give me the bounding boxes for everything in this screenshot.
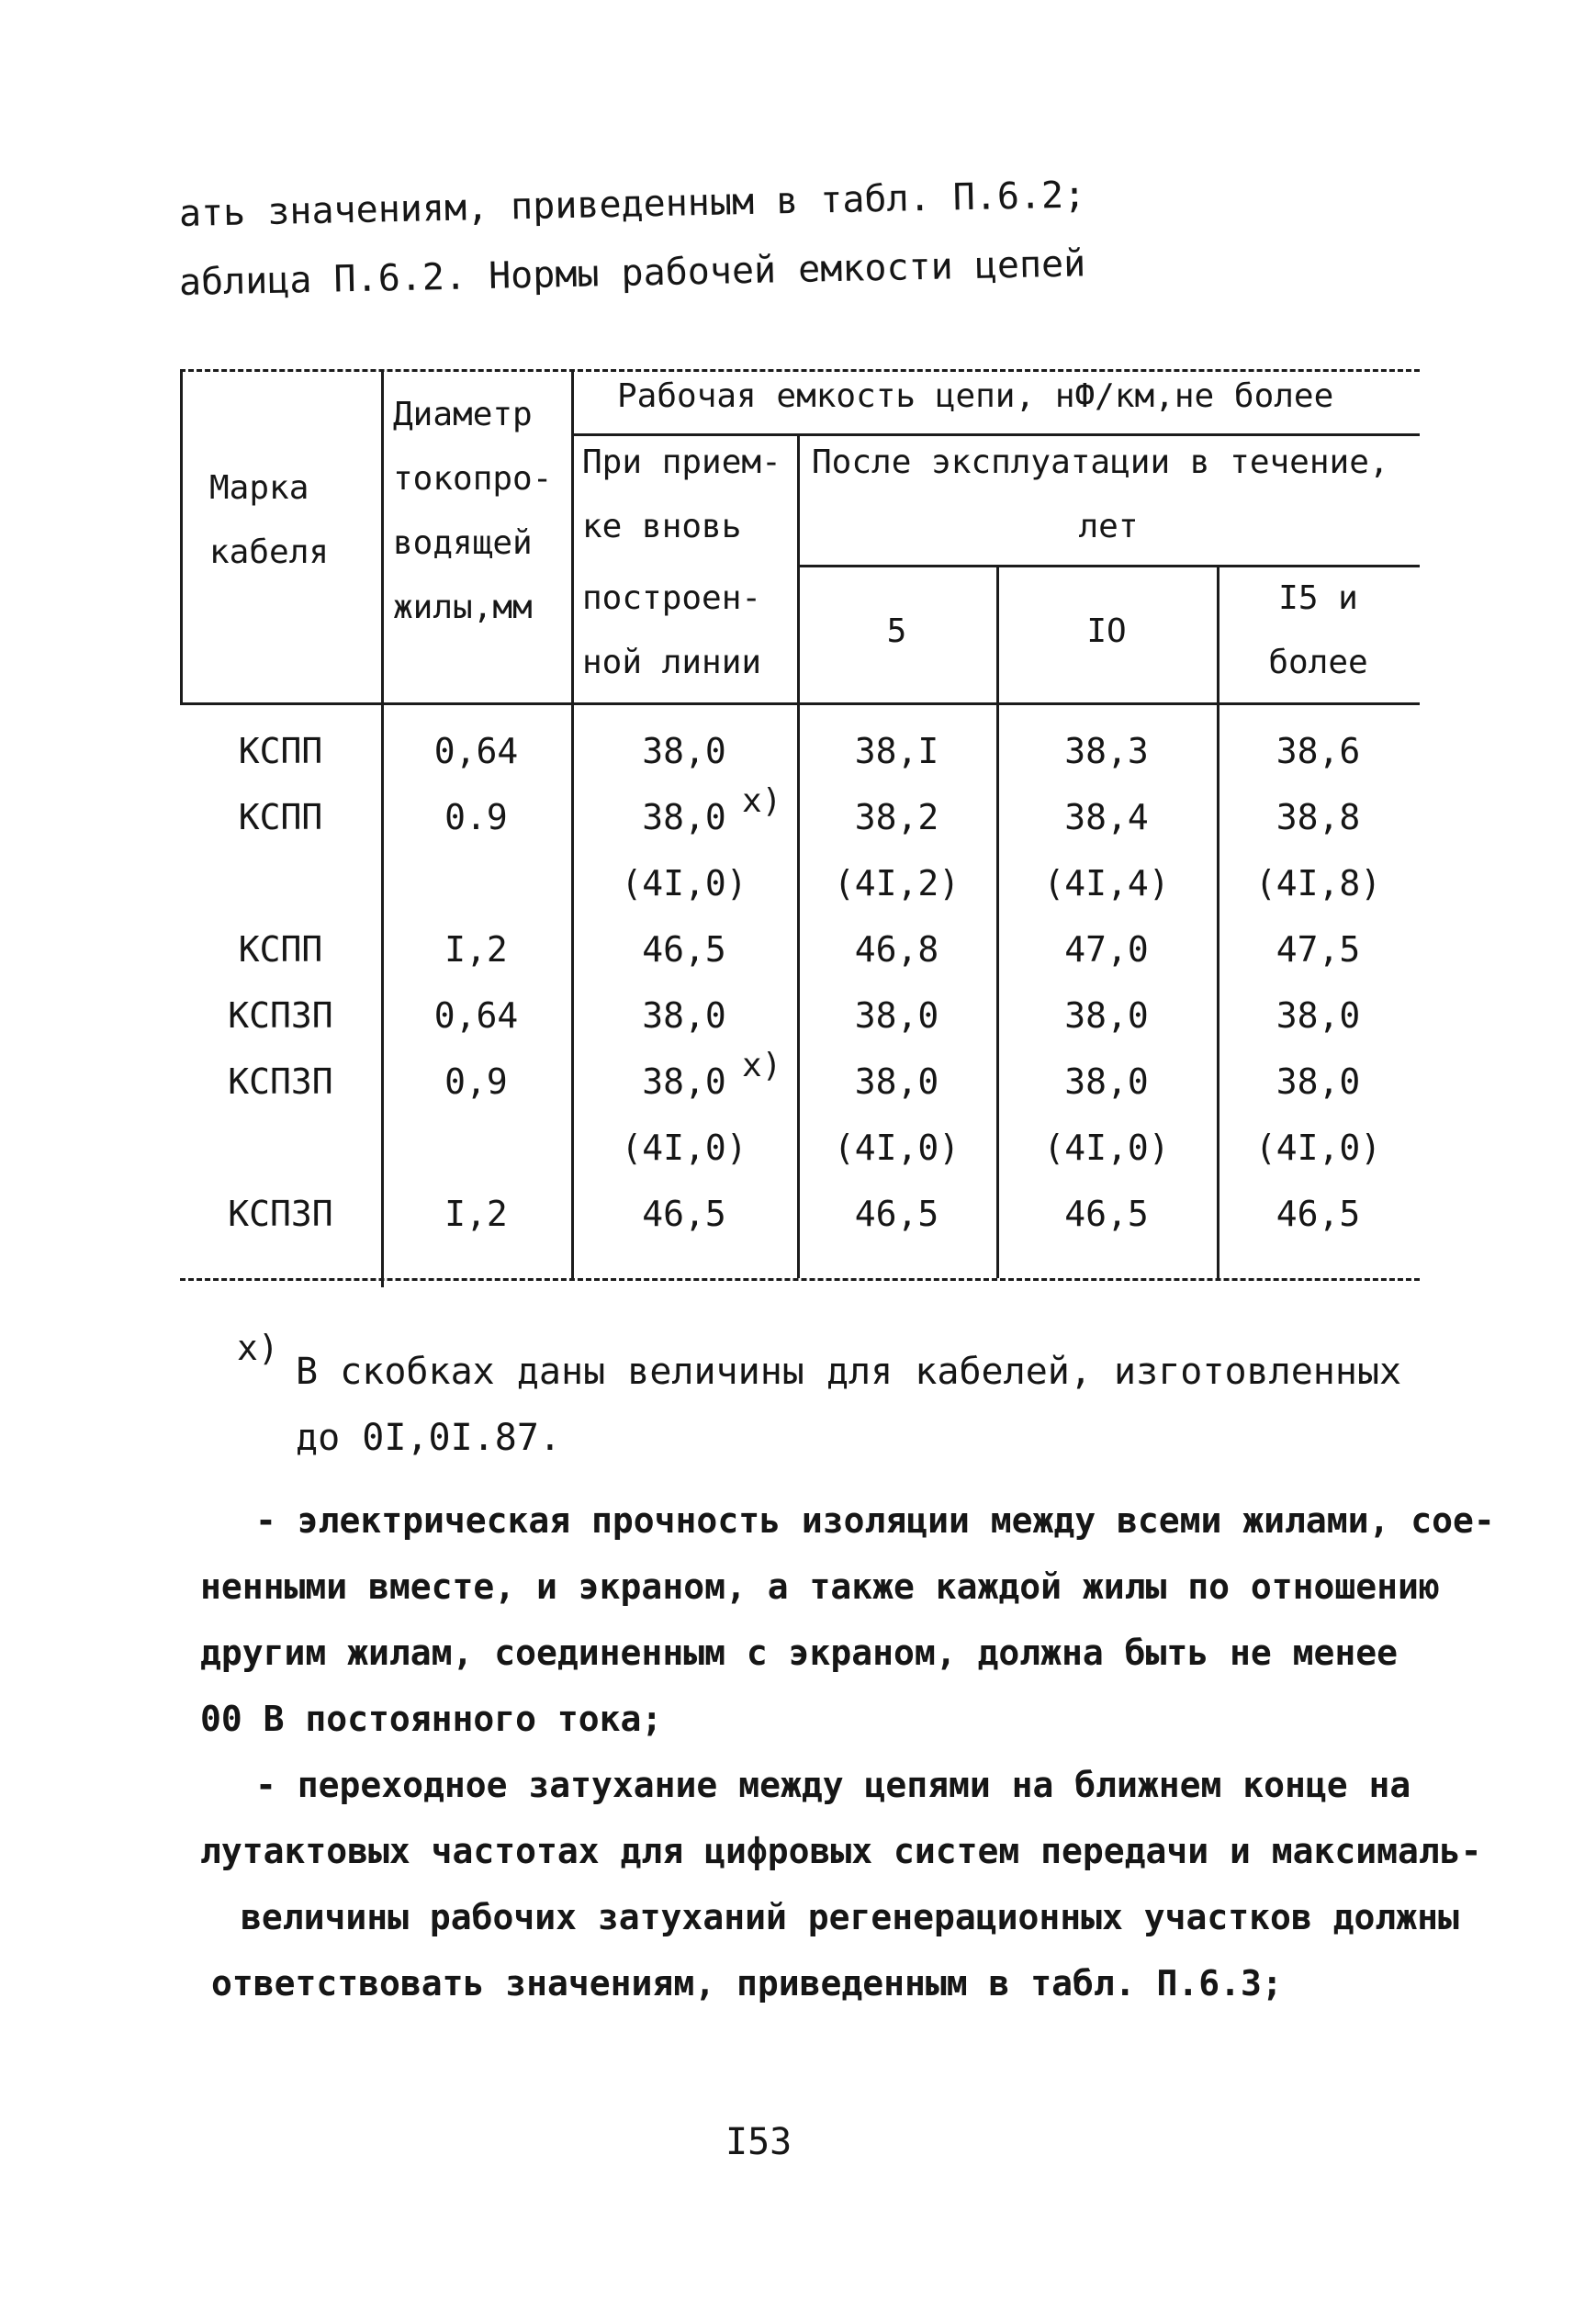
cell-year10: 38,3 — [1064, 731, 1149, 771]
cell-mark: КСПП — [238, 731, 323, 771]
cell-accept: 46,5 — [642, 929, 726, 970]
intro-line-1: ать значениям, приведенным в табл. П.6.2; — [178, 174, 1086, 235]
cell-year15: 38,6 — [1276, 731, 1361, 771]
table-bottom-border — [180, 1278, 1420, 1281]
cell-accept: (4I,0) — [621, 1128, 747, 1168]
header-after-1: После эксплуатации в течение, — [812, 443, 1389, 481]
header-diameter-4: жилы,мм — [393, 589, 533, 626]
cell-year15: 47,5 — [1276, 929, 1361, 970]
table-left-border — [180, 369, 183, 702]
cell-accept: (4I,0) — [621, 863, 747, 904]
cell-accept: 46,5 — [642, 1194, 726, 1234]
paragraph-1-line-2: ненными вместе, и экраном, а также каждой жилы по отношению — [200, 1566, 1440, 1607]
cell-year5: (4I,0) — [833, 1128, 961, 1168]
header-year-5: 5 — [886, 612, 907, 650]
cell-diameter: 0,9 — [444, 1061, 508, 1102]
cell-year15: (4I,8) — [1254, 863, 1382, 904]
header-mark-2: кабеля — [209, 533, 330, 571]
footnote-mark: x) — [742, 1047, 782, 1084]
header-accept-2: ке вновь — [582, 508, 742, 545]
footnote-line-1: В скобках даны величины для кабелей, изготовленных — [296, 1351, 1402, 1393]
cell-year10: (4I,0) — [1043, 1128, 1170, 1168]
footnote-mark-symbol: x) — [237, 1328, 279, 1368]
cell-mark: КСПЗП — [228, 1194, 333, 1234]
cell-year10: 47,0 — [1064, 929, 1149, 970]
header-accept-4: ной линии — [582, 644, 762, 681]
cell-year5: 38,0 — [854, 995, 939, 1036]
paragraph-2-line-3: величины рабочих затуханий регенерационных участков должны — [241, 1897, 1459, 1937]
cell-year5: (4I,2) — [833, 863, 961, 904]
paragraph-1-line-1: - электрическая прочность изоляции между всеми жилами, сое- — [255, 1500, 1495, 1541]
cell-year15: 38,0 — [1276, 1061, 1361, 1102]
header-after-2: лет — [1078, 508, 1139, 545]
header-bottom-rule — [180, 702, 1420, 705]
paragraph-2-line-2: лутактовых частотах для цифровых систем передачи и максималь- — [200, 1831, 1482, 1871]
cell-year5: 38,0 — [854, 1061, 939, 1102]
footnote-line-2: до 0I,0I.87. — [296, 1417, 561, 1459]
cell-year5: 46,8 — [854, 929, 939, 970]
paragraph-2-line-4: ответствовать значениям, приведенным в табл. П.6.3; — [211, 1963, 1283, 2004]
cell-year10: 38,4 — [1064, 797, 1149, 837]
cell-year10: (4I,4) — [1043, 863, 1170, 904]
cell-accept: 38,0 — [642, 1061, 726, 1102]
header-year-15-1: I5 и — [1278, 579, 1358, 617]
header-diameter-3: водящей — [393, 524, 533, 562]
paragraph-1-line-3: другим жилам, соединенным с экраном, должна быть не менее — [200, 1633, 1399, 1673]
cell-year10: 38,0 — [1064, 1061, 1149, 1102]
paragraph-2-line-1: - переходное затухание между цепями на ближнем конце на — [255, 1765, 1411, 1805]
paragraph-1-line-4: 00 В постоянного тока; — [200, 1699, 663, 1739]
cell-year5: 46,5 — [854, 1194, 939, 1234]
cell-year15: 46,5 — [1276, 1194, 1361, 1234]
cell-mark: КСПП — [238, 929, 323, 970]
header-capacity: Рабочая емкость цепи, нФ/км,не более — [617, 377, 1334, 415]
header-mark-1: Марка — [209, 469, 309, 507]
cell-diameter: I,2 — [444, 1194, 508, 1234]
footnote-mark: x) — [742, 782, 782, 820]
header-year-10: IO — [1086, 612, 1127, 650]
cell-mark: КСПЗП — [228, 1061, 333, 1102]
cell-year10: 46,5 — [1064, 1194, 1149, 1234]
table-caption: аблица П.6.2. Нормы рабочей емкости цепей — [178, 242, 1086, 304]
cell-diameter: 0,64 — [433, 731, 519, 771]
header-accept-1: При прием- — [582, 443, 781, 481]
cell-year15: (4I,0) — [1254, 1128, 1382, 1168]
cell-accept: 38,0 — [642, 797, 726, 837]
header-diameter-2: токопро- — [393, 460, 553, 498]
cell-year5: 38,2 — [854, 797, 939, 837]
cell-diameter: I,2 — [444, 929, 508, 970]
cell-year15: 38,0 — [1276, 995, 1361, 1036]
cell-mark: КСПЗП — [228, 995, 333, 1036]
cell-year10: 38,0 — [1064, 995, 1149, 1036]
page-number: I53 — [725, 2121, 792, 2163]
header-accept-3: построен- — [582, 579, 762, 617]
header-year-15-2: более — [1268, 644, 1368, 681]
cell-year5: 38,I — [854, 731, 939, 771]
cell-mark: КСПП — [238, 797, 323, 837]
cell-diameter: 0,64 — [433, 995, 519, 1036]
cell-diameter: 0.9 — [444, 797, 508, 837]
cell-year15: 38,8 — [1276, 797, 1361, 837]
cell-accept: 38,0 — [642, 731, 726, 771]
header-diameter-1: Диаметр — [393, 396, 533, 433]
cell-accept: 38,0 — [642, 995, 726, 1036]
